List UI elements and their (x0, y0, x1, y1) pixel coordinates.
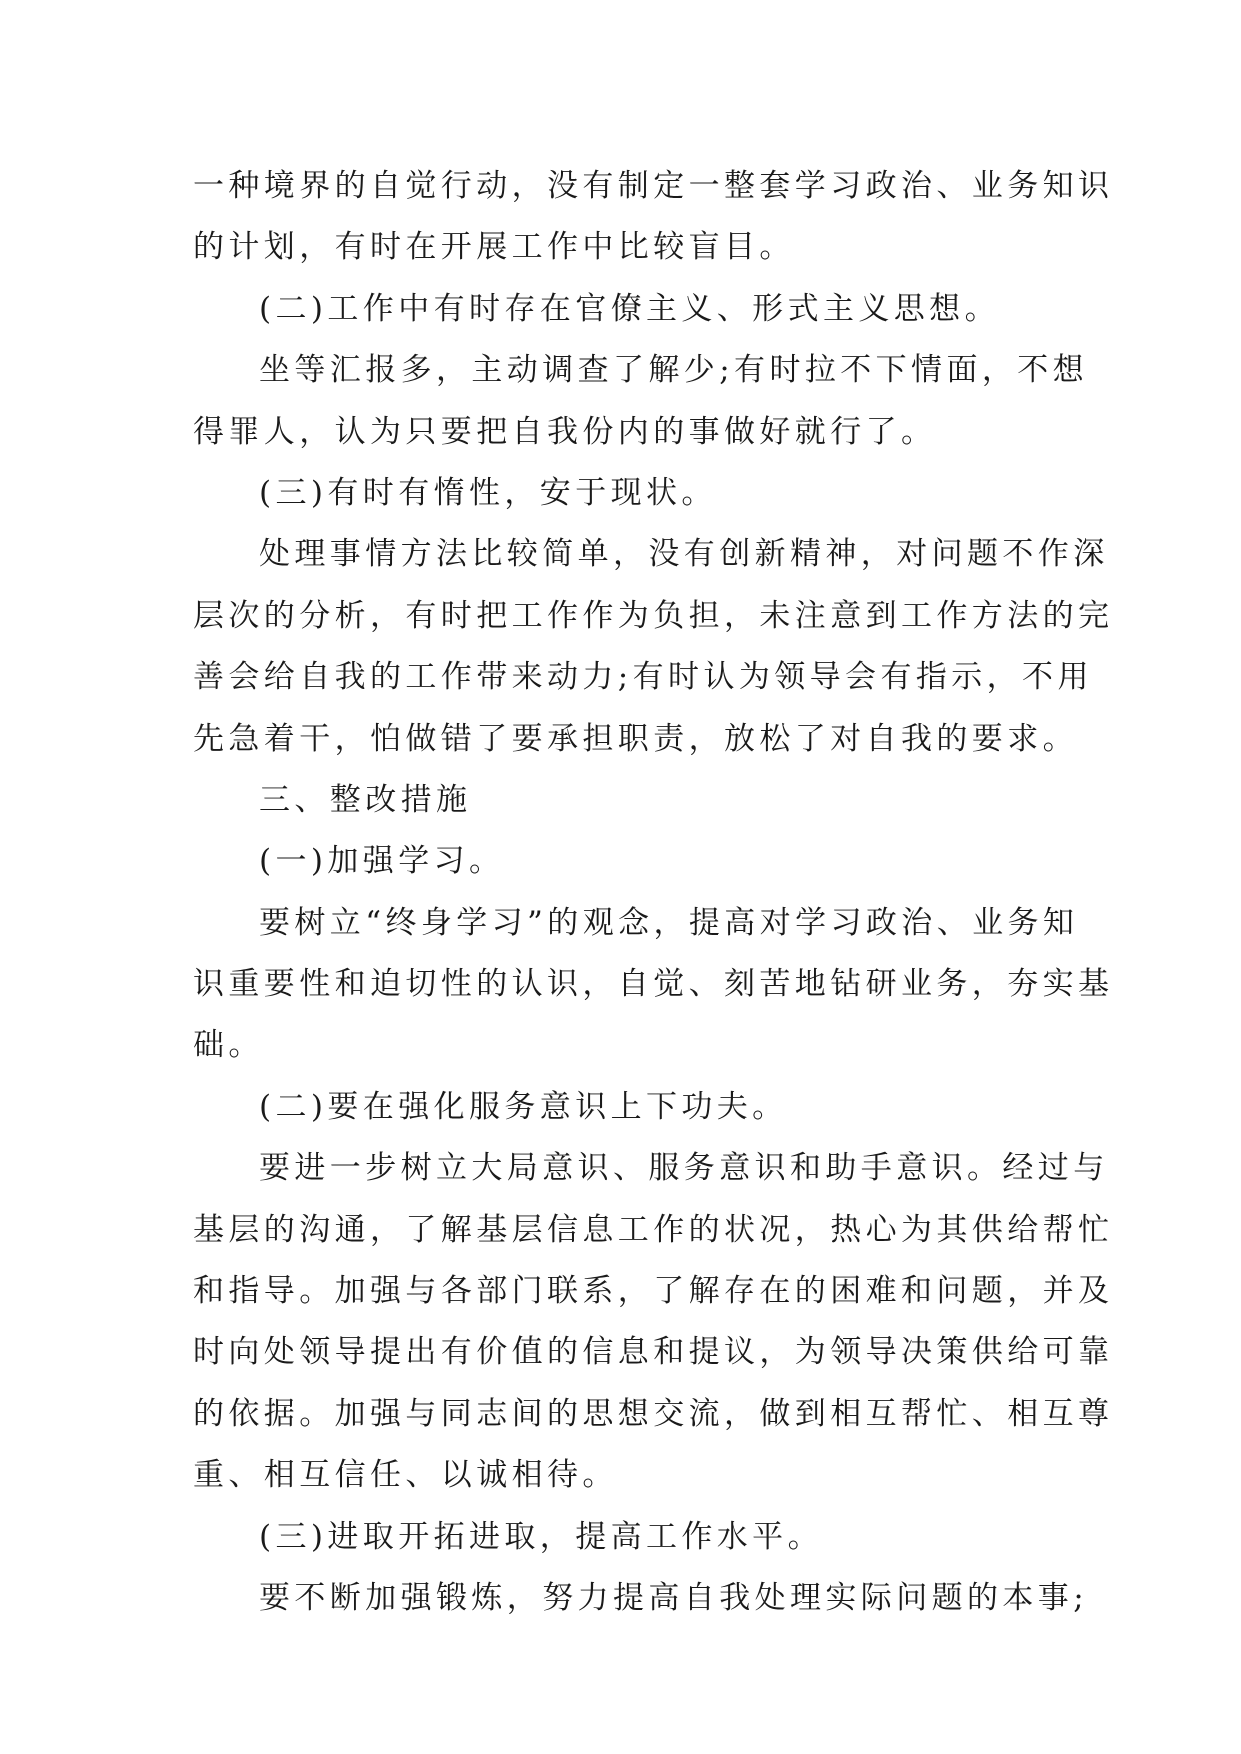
text-line: 善会给自我的工作带来动力;有时认为领导会有指示，不用 (193, 659, 1093, 696)
text-line: 重、相互信任、以诚相待。 (193, 1457, 618, 1494)
text-line: 处理事情方法比较简单，没有创新精神，对问题不作深 (259, 536, 1109, 573)
text-line: 础。 (193, 1027, 264, 1064)
text-line: 和指导。加强与各部门联系，了解存在的困难和问题，并及 (193, 1273, 1114, 1310)
text-line: 先急着干，怕做错了要承担职责，放松了对自我的要求。 (193, 720, 1078, 757)
text-line: (三)有时有惰性，安于现状。 (259, 474, 717, 511)
text-line: 基层的沟通，了解基层信息工作的状况，热心为其供给帮忙 (193, 1211, 1114, 1248)
text-line: (二)要在强化服务意识上下功夫。 (259, 1088, 788, 1125)
text-line: 时向处领导提出有价值的信息和提议，为领导决策供给可靠 (193, 1334, 1114, 1371)
text-line: 一种境界的自觉行动，没有制定一整套学习政治、业务知识 (193, 168, 1114, 204)
text-line: 的计划，有时在开展工作中比较盲目。 (193, 229, 795, 266)
text-line: 的依据。加强与同志间的思想交流，做到相互帮忙、相互尊 (193, 1395, 1114, 1432)
text-line: 要进一步树立大局意识、服务意识和助手意识。经过与 (259, 1150, 1109, 1187)
text-line: 识重要性和迫切性的认识，自觉、刻苦地钻研业务，夯实基 (193, 966, 1114, 1003)
text-line: 得罪人，认为只要把自我份内的事做好就行了。 (193, 413, 937, 450)
text-line: 三、整改措施 (259, 781, 472, 818)
text-line: 坐等汇报多，主动调查了解少;有时拉不下情面，不想 (259, 352, 1089, 389)
text-line: 要不断加强锻炼，努力提高自我处理实际问题的本事; (259, 1579, 1089, 1616)
text-line: (三)进取开拓进取，提高工作水平。 (259, 1518, 823, 1555)
text-line: (二)工作中有时存在官僚主义、形式主义思想。 (259, 290, 1000, 327)
text-line: 层次的分析，有时把工作作为负担，未注意到工作方法的完 (193, 597, 1114, 634)
body-text (193, 156, 1114, 1629)
text-line: (一)加强学习。 (259, 843, 505, 880)
text-line: 要树立“终身学习”的观念，提高对学习政治、业务知 (259, 904, 1079, 941)
